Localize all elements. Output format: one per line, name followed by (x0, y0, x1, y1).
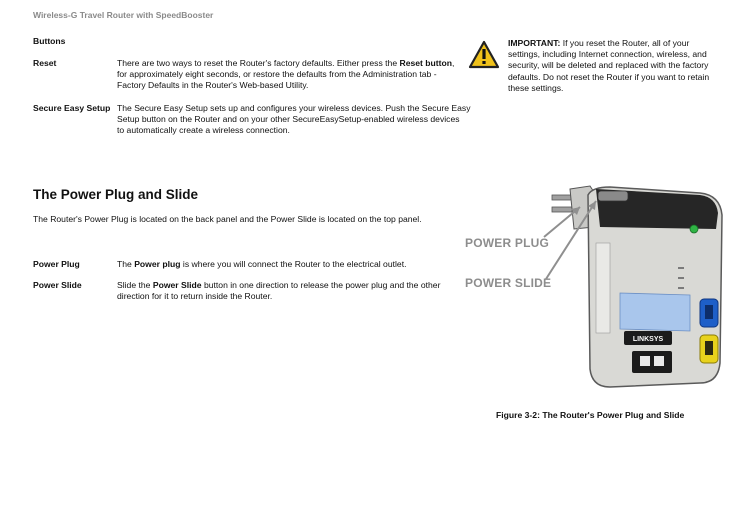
callout-power-slide: POWER SLIDE (465, 276, 552, 290)
figure-caption: Figure 3-2: The Router's Power Plug and Slide (496, 410, 685, 420)
ses-desc-line-2: Setup button on the Router and on your other SecureEasySetup-enabled wireless devices (117, 114, 460, 125)
callout-arrows (540, 195, 610, 285)
brand-logo: LINKSYS (632, 336, 664, 343)
reset-term: Reset (33, 58, 57, 68)
reset-desc-line-3: Factory Defaults in the Router's Web-based Utility. (117, 80, 309, 91)
power-slide-desc-line-2: direction for it to return inside the Router. (117, 291, 273, 302)
reset-desc-line-2: for approximately eight seconds, or restore the defaults from the Administration tab - (117, 69, 437, 80)
reset-button-term: Reset button (399, 58, 453, 68)
power-plug-bold: Power plug (134, 259, 181, 269)
section-title: The Power Plug and Slide (33, 187, 199, 202)
important-line-4: defaults. Do not reset the Router if you want to retain (508, 71, 710, 82)
running-header: Wireless-G Travel Router with SpeedBooster (33, 10, 214, 20)
callout-power-plug: POWER PLUG (465, 236, 550, 250)
reset-desc-line-1: There are two ways to reset the Router's factory defaults. Either press the Reset button, (117, 58, 455, 68)
important-line-1: IMPORTANT: If you reset the Router, all of your (508, 38, 690, 48)
important-line-3: security, will be deleted and replaced with the factory (508, 60, 709, 71)
secure-easy-setup-description (117, 103, 472, 137)
power-plug-term: Power Plug (33, 259, 80, 269)
power-slide-bold: Power Slide (152, 280, 202, 290)
power-slide-term: Power Slide (33, 280, 82, 290)
power-slide-description (117, 280, 477, 302)
section-intro: The Router's Power Plug is located on the back panel and the Power Slide is located on the top panel. (33, 214, 422, 224)
reset-description (117, 58, 472, 92)
important-note (508, 38, 723, 94)
bottom-port-block (632, 351, 672, 373)
important-line-2: settings, including Internet connection, wireless, and (508, 49, 707, 60)
important-label: IMPORTANT: (508, 38, 561, 48)
warning-icon (468, 40, 500, 70)
secure-easy-setup-term: Secure Easy Setup (33, 103, 111, 113)
power-plug-description: The Power plug is where you will connect the Router to the electrical outlet. (117, 259, 407, 269)
power-slide-desc-line-1: Slide the Power Slide button in one direction to release the power plug and the other (117, 280, 441, 290)
ses-desc-line-3: to automatically create a wireless connection. (117, 125, 290, 136)
ses-desc-line-1: The Secure Easy Setup sets up and configures your wireless devices. Push the Secure Easy (117, 103, 471, 113)
important-line-5: these settings. (508, 82, 564, 93)
power-led (690, 225, 698, 233)
slide-arrow (546, 201, 596, 279)
buttons-heading: Buttons (33, 36, 66, 46)
router-blue-panel (620, 293, 690, 331)
